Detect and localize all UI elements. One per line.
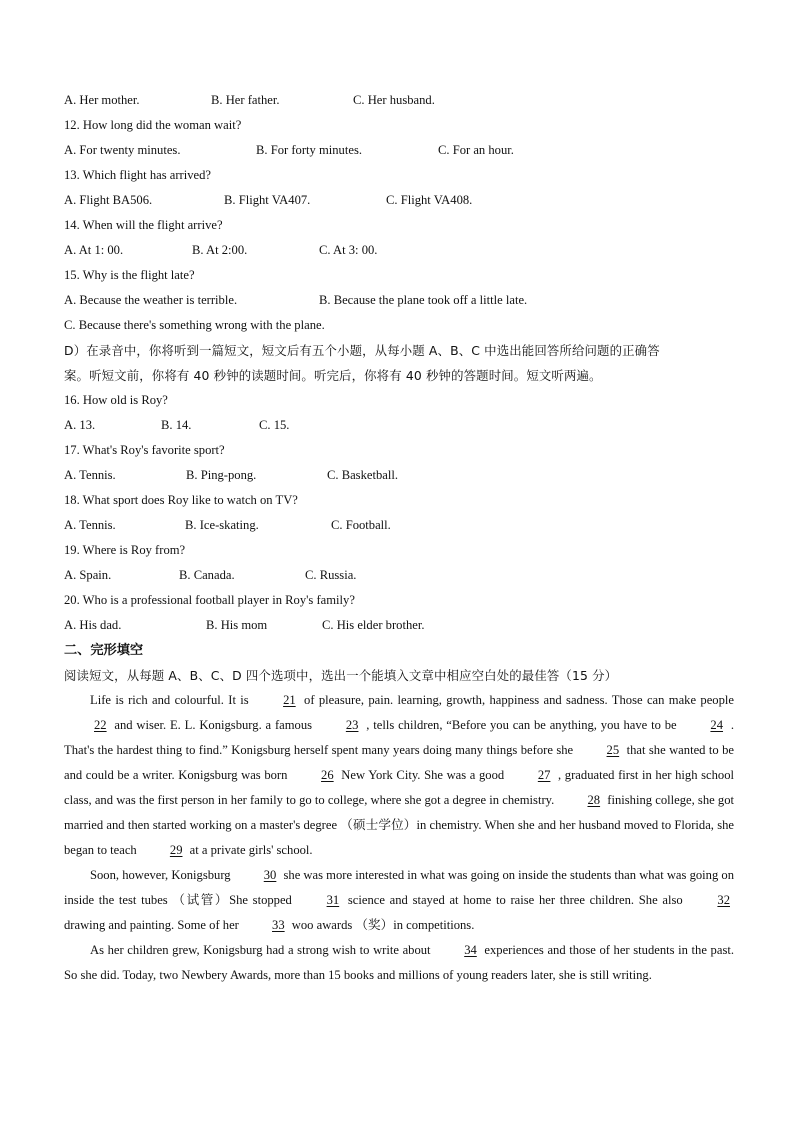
passage-text: . That's the hardest thing to find.” Konigsburg herself spent many years doing many things before she: [64, 718, 734, 757]
option: B. Because the plane took off a little late.: [319, 293, 528, 307]
q15-option-c: C. Because there's something wrong with the plane.: [64, 318, 325, 332]
passage-text: at a private girls' school.: [186, 843, 313, 857]
passage-text: she was more interested in what was going on inside the students than what was going on inside the test tubes （试管）She stopped: [64, 868, 735, 907]
blank-21: 21: [283, 693, 296, 707]
question-15: 15. Why is the flight late?: [64, 268, 195, 282]
option: B. At 2:00.: [192, 243, 248, 257]
option: A. His dad.: [64, 618, 122, 632]
option: A. Tennis.: [64, 518, 116, 532]
passage-text: woo awards （奖）in competitions.: [288, 918, 475, 932]
q18-options: [64, 513, 734, 538]
option: A. Tennis.: [64, 468, 116, 482]
q16-options: [64, 413, 734, 438]
q12-options: [64, 138, 734, 163]
option: C. Basketball.: [327, 468, 399, 482]
blank-24: 24: [710, 718, 724, 732]
option: A. Flight BA506.: [64, 193, 153, 207]
passage-text: and wiser. E. L. Konigsburg. a famous: [110, 718, 316, 732]
passage-text: finishing college, she got married and then started working on a master's degree （硕士学位）in chemistry. When she and her husband moved to Florida, she began to teach: [64, 793, 735, 857]
option: B. Ice-skating.: [185, 518, 259, 532]
passage-text: science and stayed at home to raise her three children. She also: [343, 893, 688, 907]
option: C. His elder brother.: [322, 618, 425, 632]
option: C. Flight VA408.: [386, 193, 473, 207]
passage-paragraph: [64, 863, 734, 938]
question-20: 20. Who is a professional football player in Roy's family?: [64, 593, 355, 607]
option: C. Football.: [331, 518, 391, 532]
option: B. Her father.: [211, 93, 280, 107]
passage-text: drawing and painting. Some of her: [64, 918, 243, 932]
question-17: 17. What's Roy's favorite sport?: [64, 443, 225, 457]
option: B. Flight VA407.: [224, 193, 311, 207]
option: A. Because the weather is terrible.: [64, 293, 238, 307]
q20-options: [64, 613, 734, 638]
option: B. Canada.: [179, 568, 235, 582]
option: B. Ping-pong.: [186, 468, 257, 482]
section-d-instruction: D）在录音中，你将听到一篇短文，短文后有五个小题，从每小题 A、B、C 中选出能回答所给问题的正确答: [64, 343, 660, 358]
passage-text: Soon, however, Konigsburg: [90, 868, 234, 882]
option: B. For forty minutes.: [256, 143, 362, 157]
blank-25: 25: [606, 743, 620, 757]
passage-paragraph: [64, 688, 734, 863]
question-13: 13. Which flight has arrived?: [64, 168, 211, 182]
option: B. 14.: [161, 418, 192, 432]
blank-27: 27: [537, 768, 551, 782]
q13-options: [64, 188, 734, 213]
q15-options: [64, 288, 734, 313]
blank-26: 26: [321, 768, 334, 782]
section-d-instruction-cont: 案。听短文前，你将有 40 秒钟的读题时间。听完后，你将有 40 秒钟的答题时间。短文听两遍。: [64, 368, 602, 383]
option: A. At 1: 00.: [64, 243, 124, 257]
q14-options: [64, 238, 734, 263]
option: C. Russia.: [305, 568, 357, 582]
blank-28: 28: [587, 793, 601, 807]
passage-paragraph: [64, 938, 734, 988]
blank-33: 33: [272, 918, 285, 932]
passage-text: As her children grew, Konigsburg had a strong wish to write about: [90, 943, 435, 957]
exam-page: [64, 88, 734, 988]
option: C. At 3: 00.: [319, 243, 378, 257]
blank-29: 29: [169, 843, 183, 857]
question-19: 19. Where is Roy from?: [64, 543, 186, 557]
passage-text: experiences and those of her students in the past. So she did. Today, two Newbery Awards, more than 15 books and millions of young readers later, she is still writing.: [64, 943, 734, 982]
passage-text: of pleasure, pain. learning, growth, happiness and sadness. Those can make people: [299, 693, 734, 707]
blank-34: 34: [464, 943, 477, 957]
blank-23: 23: [345, 718, 359, 732]
section-heading: 二、完形填空: [64, 643, 144, 658]
cloze-instruction: 阅读短文，从每题 A、B、C、D 四个选项中，选出一个能填入文章中相应空白处的最佳答（15 分）: [64, 668, 618, 683]
option: C. Her husband.: [353, 93, 435, 107]
option: C. 15.: [259, 418, 290, 432]
question-18: 18. What sport does Roy like to watch on TV?: [64, 493, 298, 507]
option: A. Her mother.: [64, 93, 140, 107]
option: B. His mom: [206, 618, 268, 632]
blank-31: 31: [326, 893, 340, 907]
blank-22: 22: [94, 718, 107, 732]
option: A. Spain.: [64, 568, 112, 582]
q19-options: [64, 563, 734, 588]
passage-text: , graduated first in her high school class, and was the first person in her family to go to college, where she got a degree in chemistry.: [64, 768, 734, 807]
option: C. For an hour.: [438, 143, 514, 157]
q17-options: [64, 463, 734, 488]
question-12: 12. How long did the woman wait?: [64, 118, 242, 132]
passage-text: Life is rich and colourful. It is: [90, 693, 254, 707]
question-14: 14. When will the flight arrive?: [64, 218, 223, 232]
q11-options: [64, 88, 734, 113]
passage-text: that she wanted to be and could be a writer. Konigsburg was born: [64, 743, 734, 782]
blank-30: 30: [263, 868, 277, 882]
question-16: 16. How old is Roy?: [64, 393, 168, 407]
option: A. For twenty minutes.: [64, 143, 181, 157]
option: A. 13.: [64, 418, 96, 432]
blank-32: 32: [717, 893, 730, 907]
passage-text: , tells children, “Before you can be anything, you have to be: [362, 718, 681, 732]
passage-text: New York City. She was a good: [337, 768, 508, 782]
